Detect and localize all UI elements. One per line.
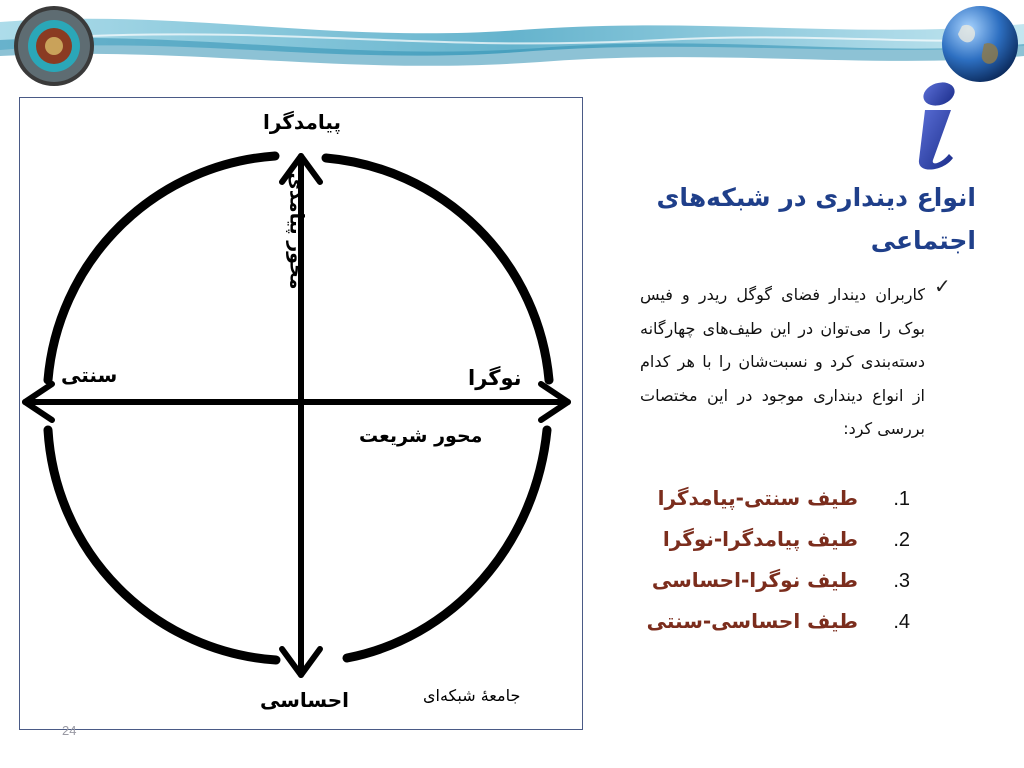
list-item-number: .1: [893, 488, 910, 510]
label-consequential-axis: محور پیامدی: [285, 172, 308, 290]
list-item-number: .2: [893, 529, 910, 551]
list-item-number: .4: [893, 611, 910, 633]
list-item-label: طیف پیامدگرا-نوگرا: [662, 527, 858, 551]
label-modernist: نوگرا: [468, 366, 522, 390]
list-item-label: طیف احساسی-سنتی: [646, 609, 858, 633]
label-emotional: احساسی: [260, 688, 350, 712]
earth-globe-icon: [940, 4, 1020, 84]
circle-arc-top-left: [48, 156, 275, 380]
circle-arc-bottom-right: [347, 430, 547, 658]
label-network-society: جامعهٔ شبکه‌ای: [423, 686, 521, 705]
page-number: 24: [62, 723, 77, 738]
circle-arc-top-right: [326, 158, 549, 380]
label-traditional: سنتی: [61, 363, 118, 387]
ornamental-medallion-icon: [12, 4, 96, 88]
list-item: [600, 486, 910, 527]
header-wave-banner: [0, 0, 1024, 90]
body-paragraph: کاربران دیندار فضای گوگل ریدر و فیس بوک را می‌توان در این طیف‌های چهارگانه دسته‌بندی کرد و نسبت‌شان را با هر کدام از انواع دینداری موجود در این مختصات بررسی کرد:: [640, 285, 925, 438]
slide-title: انواع دینداری در شبکه‌های اجتماعی: [656, 183, 976, 255]
list-item: [600, 609, 910, 650]
info-i-icon: [895, 80, 975, 170]
list-item-label: طیف نوگرا-احساسی: [651, 568, 858, 592]
checkmark-icon: ✓: [934, 274, 951, 298]
list-item: [600, 527, 910, 568]
list-item-label: طیف سنتی-پیامدگرا: [657, 486, 858, 510]
label-sharia-axis: محور شریعت: [359, 425, 483, 447]
list-item-number: .3: [893, 570, 910, 592]
label-consequential: پیامدگرا: [263, 110, 342, 134]
spectrum-list: [600, 486, 910, 650]
circle-arc-bottom-left: [48, 430, 276, 660]
list-item: [600, 568, 910, 609]
religiosity-coordinate-diagram: [19, 97, 583, 730]
